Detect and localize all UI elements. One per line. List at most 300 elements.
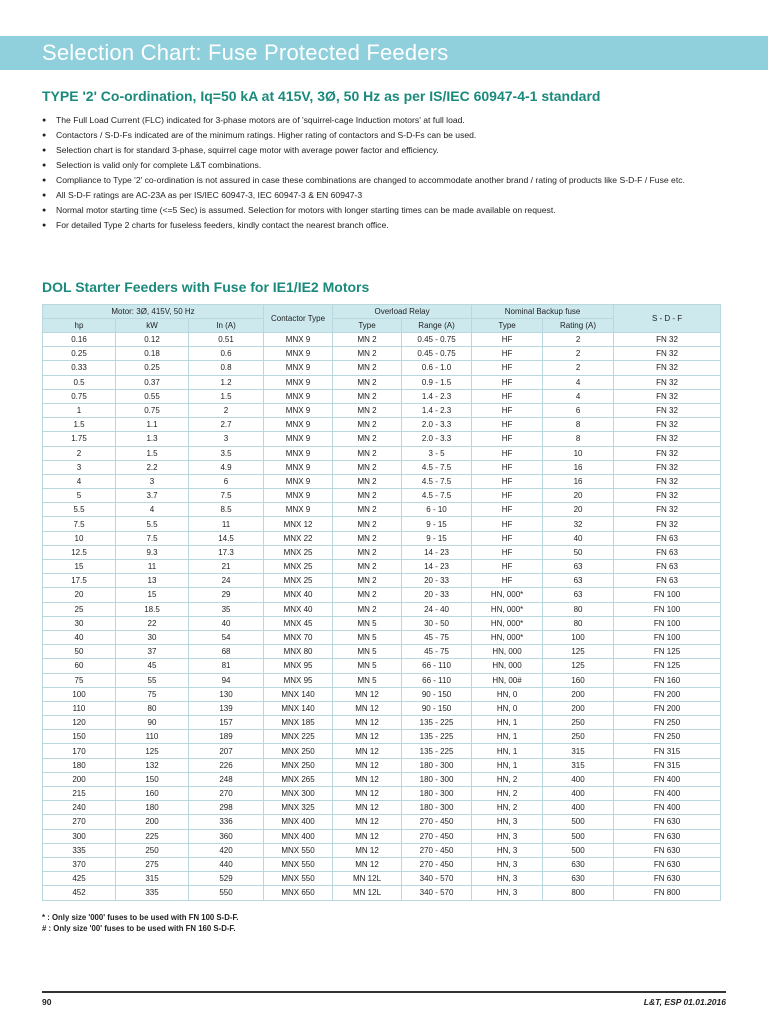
ol-type-cell: MN 12 — [333, 857, 402, 871]
in-cell: 14.5 — [189, 531, 264, 545]
hp-cell: 0.33 — [43, 361, 116, 375]
in-cell: 529 — [189, 872, 264, 886]
in-cell: 189 — [189, 730, 264, 744]
table-row — [43, 758, 721, 772]
table-row — [43, 588, 721, 602]
contactor-cell: MNX 400 — [264, 815, 333, 829]
hp-cell: 110 — [43, 701, 116, 715]
ol-range-cell: 0.45 - 0.75 — [402, 333, 472, 347]
table-row — [43, 489, 721, 503]
motor-group-header: Motor: 3Ø, 415V, 50 Hz — [43, 305, 264, 319]
ol-range-cell: 180 - 300 — [402, 772, 472, 786]
fuse-type-cell: HN, 3 — [472, 872, 543, 886]
sdf-cell: FN 250 — [614, 730, 721, 744]
fuse-rating-cell: 20 — [543, 503, 614, 517]
in-cell: 54 — [189, 630, 264, 644]
ol-type-cell: MN 2 — [333, 361, 402, 375]
fuse-type-cell: HN, 000* — [472, 588, 543, 602]
contactor-cell: MNX 140 — [264, 701, 333, 715]
table-row — [43, 772, 721, 786]
contactor-cell: MNX 22 — [264, 531, 333, 545]
notes-list — [42, 115, 722, 235]
ol-type-cell: MN 12 — [333, 829, 402, 843]
ol-range-cell: 340 - 570 — [402, 872, 472, 886]
page-number: 90 — [42, 997, 52, 1007]
kw-cell: 132 — [116, 758, 189, 772]
table-row — [43, 857, 721, 871]
footnote: * : Only size '000' fuses to be used with FN 100 S-D-F. — [42, 913, 239, 922]
contactor-cell: MNX 225 — [264, 730, 333, 744]
note-item: ● The Full Load Current (FLC) indicated for 3-phase motors are of 'squirrel-cage Induction motors' at full load. — [42, 115, 722, 126]
ol-range-cell: 180 - 300 — [402, 758, 472, 772]
ol-type-cell: MN 2 — [333, 333, 402, 347]
fuse-type-cell: HN, 1 — [472, 758, 543, 772]
ol-range-cell: 90 - 150 — [402, 687, 472, 701]
contactor-cell: MNX 140 — [264, 687, 333, 701]
hp-cell: 270 — [43, 815, 116, 829]
contactor-cell: MNX 45 — [264, 616, 333, 630]
sdf-cell: FN 32 — [614, 517, 721, 531]
ol-range-cell: 270 - 450 — [402, 857, 472, 871]
fuse-type-cell: HN, 2 — [472, 801, 543, 815]
fuse-type-cell: HN, 000* — [472, 602, 543, 616]
fuse-type-cell: HF — [472, 333, 543, 347]
sdf-cell: FN 32 — [614, 489, 721, 503]
ol-range-cell: 14 - 23 — [402, 560, 472, 574]
in-cell: 21 — [189, 560, 264, 574]
contactor-cell: MNX 550 — [264, 872, 333, 886]
contactor-cell: MNX 550 — [264, 857, 333, 871]
in-cell: 35 — [189, 602, 264, 616]
hp-cell: 20 — [43, 588, 116, 602]
sdf-cell: FN 400 — [614, 801, 721, 815]
fuse-type-cell: HF — [472, 403, 543, 417]
contactor-cell: MNX 9 — [264, 389, 333, 403]
ol-type-cell: MN 5 — [333, 659, 402, 673]
table-row — [43, 517, 721, 531]
contactor-cell: MNX 25 — [264, 560, 333, 574]
fuse-type-cell: HN, 000 — [472, 645, 543, 659]
sdf-cell: FN 32 — [614, 474, 721, 488]
ol-range-cell: 0.6 - 1.0 — [402, 361, 472, 375]
fuse-rating-cell: 250 — [543, 716, 614, 730]
kw-cell: 45 — [116, 659, 189, 673]
ol-range-cell: 20 - 33 — [402, 588, 472, 602]
kw-cell: 55 — [116, 673, 189, 687]
sdf-cell: FN 630 — [614, 857, 721, 871]
contactor-cell: MNX 250 — [264, 744, 333, 758]
sdf-cell: FN 315 — [614, 758, 721, 772]
contactor-cell: MNX 550 — [264, 843, 333, 857]
in-cell: 130 — [189, 687, 264, 701]
ol-type-cell: MN 2 — [333, 574, 402, 588]
hp-cell: 7.5 — [43, 517, 116, 531]
in-cell: 4.9 — [189, 460, 264, 474]
kw-cell: 160 — [116, 787, 189, 801]
sdf-cell: FN 100 — [614, 630, 721, 644]
ol-range-cell: 135 - 225 — [402, 744, 472, 758]
fuse-rating-cell: 500 — [543, 829, 614, 843]
ol-type-cell: MN 12 — [333, 815, 402, 829]
hp-cell: 17.5 — [43, 574, 116, 588]
fuse-type-cell: HF — [472, 545, 543, 559]
table-row — [43, 673, 721, 687]
hp-cell: 100 — [43, 687, 116, 701]
ol-range-cell: 6 - 10 — [402, 503, 472, 517]
fuse-rating-cell: 4 — [543, 389, 614, 403]
page-title: Selection Chart: Fuse Protected Feeders — [42, 40, 449, 65]
contactor-cell: MNX 650 — [264, 886, 333, 900]
hp-cell: 75 — [43, 673, 116, 687]
table-row — [43, 872, 721, 886]
in-cell: 0.6 — [189, 347, 264, 361]
fuse-rating-cell: 8 — [543, 432, 614, 446]
contactor-cell: MNX 12 — [264, 517, 333, 531]
fuse-rating-cell: 630 — [543, 857, 614, 871]
fuse-rating-cell: 32 — [543, 517, 614, 531]
ol-range-cell: 180 - 300 — [402, 801, 472, 815]
kw-cell: 90 — [116, 716, 189, 730]
fuse-type-cell: HN, 00# — [472, 673, 543, 687]
hp-cell: 300 — [43, 829, 116, 843]
fuse-type-cell: HN, 000 — [472, 659, 543, 673]
ol-type-header: Type — [333, 319, 402, 333]
contactor-cell: MNX 9 — [264, 446, 333, 460]
fuse-type-cell: HN, 3 — [472, 815, 543, 829]
fuse-rating-header: Rating (A) — [543, 319, 614, 333]
in-cell: 248 — [189, 772, 264, 786]
table-row — [43, 418, 721, 432]
hp-cell: 25 — [43, 602, 116, 616]
ol-type-cell: MN 12 — [333, 801, 402, 815]
ol-type-cell: MN 2 — [333, 545, 402, 559]
contactor-cell: MNX 80 — [264, 645, 333, 659]
ol-range-cell: 20 - 33 — [402, 574, 472, 588]
kw-cell: 0.37 — [116, 375, 189, 389]
fuse-type-cell: HN, 3 — [472, 843, 543, 857]
fuse-rating-cell: 630 — [543, 872, 614, 886]
contactor-cell: MNX 9 — [264, 474, 333, 488]
hp-cell: 0.16 — [43, 333, 116, 347]
hp-cell: 170 — [43, 744, 116, 758]
sdf-cell: FN 400 — [614, 787, 721, 801]
sdf-cell: FN 100 — [614, 602, 721, 616]
kw-header: kW — [116, 319, 189, 333]
hp-cell: 30 — [43, 616, 116, 630]
fuse-rating-cell: 315 — [543, 744, 614, 758]
fuse-rating-cell: 2 — [543, 347, 614, 361]
ol-type-cell: MN 12 — [333, 744, 402, 758]
kw-cell: 125 — [116, 744, 189, 758]
in-cell: 139 — [189, 701, 264, 715]
ol-range-cell: 90 - 150 — [402, 701, 472, 715]
in-cell: 40 — [189, 616, 264, 630]
ol-range-cell: 2.0 - 3.3 — [402, 418, 472, 432]
ol-type-cell: MN 12 — [333, 716, 402, 730]
in-cell: 1.5 — [189, 389, 264, 403]
ol-type-cell: MN 12 — [333, 687, 402, 701]
section-title: DOL Starter Feeders with Fuse for IE1/IE2 Motors — [42, 279, 370, 295]
table-row — [43, 801, 721, 815]
coordination-subtitle: TYPE '2' Co-ordination, Iq=50 kA at 415V, 3Ø, 50 Hz as per IS/IEC 60947-4-1 standard — [42, 88, 601, 104]
in-cell: 550 — [189, 886, 264, 900]
in-cell: 226 — [189, 758, 264, 772]
fuse-type-cell: HF — [472, 574, 543, 588]
table-row — [43, 545, 721, 559]
note-item: ● For detailed Type 2 charts for fuseless feeders, kindly contact the nearest branch office. — [42, 220, 722, 231]
fuse-rating-cell: 125 — [543, 645, 614, 659]
sdf-cell: FN 630 — [614, 815, 721, 829]
in-cell: 81 — [189, 659, 264, 673]
in-cell: 11 — [189, 517, 264, 531]
ol-range-cell: 66 - 110 — [402, 673, 472, 687]
overload-group-header: Overload Relay — [333, 305, 472, 319]
fuse-rating-cell: 2 — [543, 333, 614, 347]
ol-range-cell: 14 - 23 — [402, 545, 472, 559]
fuse-rating-cell: 8 — [543, 418, 614, 432]
kw-cell: 0.25 — [116, 361, 189, 375]
hp-cell: 3 — [43, 460, 116, 474]
table-row — [43, 744, 721, 758]
fuse-rating-cell: 160 — [543, 673, 614, 687]
sdf-cell: FN 125 — [614, 645, 721, 659]
ol-range-cell: 1.4 - 2.3 — [402, 389, 472, 403]
hp-cell: 452 — [43, 886, 116, 900]
contactor-cell: MNX 185 — [264, 716, 333, 730]
kw-cell: 11 — [116, 560, 189, 574]
ol-range-cell: 270 - 450 — [402, 843, 472, 857]
note-item: ● All S-D-F ratings are AC-23A as per IS/IEC 60947-3, IEC 60947-3 & EN 60947-3 — [42, 190, 722, 201]
kw-cell: 335 — [116, 886, 189, 900]
fuse-type-cell: HN, 1 — [472, 716, 543, 730]
in-cell: 68 — [189, 645, 264, 659]
contactor-cell: MNX 9 — [264, 347, 333, 361]
fuse-type-cell: HN, 0 — [472, 687, 543, 701]
ol-type-cell: MN 2 — [333, 602, 402, 616]
fuse-type-cell: HN, 3 — [472, 829, 543, 843]
fuse-type-cell: HF — [472, 531, 543, 545]
ol-range-cell: 4.5 - 7.5 — [402, 460, 472, 474]
table-row — [43, 616, 721, 630]
ol-range-cell: 2.0 - 3.3 — [402, 432, 472, 446]
table-row — [43, 333, 721, 347]
in-cell: 157 — [189, 716, 264, 730]
fuse-rating-cell: 400 — [543, 787, 614, 801]
fuse-type-cell: HN, 1 — [472, 730, 543, 744]
contactor-cell: MNX 70 — [264, 630, 333, 644]
sdf-cell: FN 200 — [614, 687, 721, 701]
fuse-rating-cell: 50 — [543, 545, 614, 559]
fuse-rating-cell: 500 — [543, 843, 614, 857]
kw-cell: 200 — [116, 815, 189, 829]
fuse-type-cell: HN, 2 — [472, 787, 543, 801]
ol-type-cell: MN 2 — [333, 489, 402, 503]
contactor-cell: MNX 9 — [264, 361, 333, 375]
ol-type-cell: MN 2 — [333, 432, 402, 446]
sdf-cell: FN 32 — [614, 361, 721, 375]
sdf-cell: FN 100 — [614, 588, 721, 602]
fuse-type-cell: HF — [472, 489, 543, 503]
sdf-cell: FN 125 — [614, 659, 721, 673]
fuse-type-header: Type — [472, 319, 543, 333]
fuse-type-cell: HF — [472, 503, 543, 517]
table-row — [43, 815, 721, 829]
table-row — [43, 446, 721, 460]
in-cell: 1.2 — [189, 375, 264, 389]
hp-cell: 4 — [43, 474, 116, 488]
ol-range-cell: 0.9 - 1.5 — [402, 375, 472, 389]
in-cell: 6 — [189, 474, 264, 488]
table-group-header-row — [43, 305, 721, 319]
fuse-type-cell: HN, 2 — [472, 772, 543, 786]
fuse-rating-cell: 250 — [543, 730, 614, 744]
in-cell: 24 — [189, 574, 264, 588]
ol-range-cell: 66 - 110 — [402, 659, 472, 673]
hp-cell: 40 — [43, 630, 116, 644]
kw-cell: 15 — [116, 588, 189, 602]
in-cell: 3.5 — [189, 446, 264, 460]
sdf-cell: FN 32 — [614, 347, 721, 361]
ol-range-cell: 135 - 225 — [402, 716, 472, 730]
fuse-rating-cell: 400 — [543, 772, 614, 786]
fuse-rating-cell: 80 — [543, 616, 614, 630]
in-cell: 420 — [189, 843, 264, 857]
ol-type-cell: MN 12 — [333, 843, 402, 857]
table-row — [43, 602, 721, 616]
table-row — [43, 843, 721, 857]
hp-cell: 180 — [43, 758, 116, 772]
table-row — [43, 630, 721, 644]
ol-range-cell: 270 - 450 — [402, 829, 472, 843]
fuse-rating-cell: 500 — [543, 815, 614, 829]
selection-table — [42, 304, 721, 901]
fuse-type-cell: HN, 3 — [472, 857, 543, 871]
ol-type-cell: MN 2 — [333, 446, 402, 460]
ol-type-cell: MN 2 — [333, 347, 402, 361]
fuse-rating-cell: 63 — [543, 588, 614, 602]
fuse-rating-cell: 315 — [543, 758, 614, 772]
table-row — [43, 716, 721, 730]
fuse-rating-cell: 4 — [543, 375, 614, 389]
kw-cell: 80 — [116, 701, 189, 715]
contactor-cell: MNX 40 — [264, 588, 333, 602]
ol-type-cell: MN 2 — [333, 460, 402, 474]
hp-cell: 0.75 — [43, 389, 116, 403]
table-row — [43, 474, 721, 488]
ol-type-cell: MN 2 — [333, 474, 402, 488]
kw-cell: 1.5 — [116, 446, 189, 460]
note-item: ● Contactors / S-D-Fs indicated are of the minimum ratings. Higher rating of contactors and S-D-Fs can be used. — [42, 130, 722, 141]
hp-cell: 15 — [43, 560, 116, 574]
fuse-rating-cell: 63 — [543, 560, 614, 574]
hp-cell: 5.5 — [43, 503, 116, 517]
sdf-cell: FN 32 — [614, 503, 721, 517]
ol-type-cell: MN 5 — [333, 616, 402, 630]
contactor-cell: MNX 9 — [264, 460, 333, 474]
fuse-rating-cell: 16 — [543, 474, 614, 488]
ol-type-cell: MN 5 — [333, 673, 402, 687]
ol-type-cell: MN 2 — [333, 389, 402, 403]
footnote: # : Only size '00' fuses to be used with FN 160 S-D-F. — [42, 924, 236, 933]
table-row — [43, 531, 721, 545]
fuse-rating-cell: 125 — [543, 659, 614, 673]
kw-cell: 225 — [116, 829, 189, 843]
sdf-cell: FN 32 — [614, 375, 721, 389]
hp-cell: 0.5 — [43, 375, 116, 389]
ol-range-cell: 340 - 570 — [402, 886, 472, 900]
contactor-cell: MNX 250 — [264, 758, 333, 772]
sdf-cell: FN 63 — [614, 545, 721, 559]
kw-cell: 75 — [116, 687, 189, 701]
note-item: ● Selection is valid only for complete L&T combinations. — [42, 160, 722, 171]
sdf-cell: FN 32 — [614, 432, 721, 446]
hp-cell: 150 — [43, 730, 116, 744]
contactor-cell: MNX 9 — [264, 489, 333, 503]
kw-cell: 150 — [116, 772, 189, 786]
ol-range-cell: 24 - 40 — [402, 602, 472, 616]
ol-type-cell: MN 2 — [333, 503, 402, 517]
fuse-rating-cell: 200 — [543, 687, 614, 701]
kw-cell: 0.18 — [116, 347, 189, 361]
in-cell: 336 — [189, 815, 264, 829]
fuse-type-cell: HN, 000* — [472, 630, 543, 644]
ol-range-cell: 4.5 - 7.5 — [402, 489, 472, 503]
kw-cell: 3.7 — [116, 489, 189, 503]
table-row — [43, 574, 721, 588]
ol-type-cell: MN 2 — [333, 517, 402, 531]
fuse-type-cell: HF — [472, 517, 543, 531]
table-row — [43, 687, 721, 701]
contactor-cell: MNX 325 — [264, 801, 333, 815]
hp-cell: 1 — [43, 403, 116, 417]
in-cell: 29 — [189, 588, 264, 602]
ol-type-cell: MN 2 — [333, 560, 402, 574]
table-row — [43, 403, 721, 417]
in-cell: 3 — [189, 432, 264, 446]
in-cell: 270 — [189, 787, 264, 801]
ol-type-cell: MN 2 — [333, 531, 402, 545]
in-cell: 0.8 — [189, 361, 264, 375]
contactor-cell: MNX 300 — [264, 787, 333, 801]
fuse-rating-cell: 80 — [543, 602, 614, 616]
contactor-cell: MNX 25 — [264, 574, 333, 588]
ol-range-cell: 9 - 15 — [402, 517, 472, 531]
hp-cell: 50 — [43, 645, 116, 659]
sdf-cell: FN 63 — [614, 531, 721, 545]
sdf-cell: FN 100 — [614, 616, 721, 630]
sdf-cell: FN 63 — [614, 560, 721, 574]
sdf-cell: FN 160 — [614, 673, 721, 687]
hp-cell: 370 — [43, 857, 116, 871]
fuse-type-cell: HF — [472, 361, 543, 375]
ol-type-cell: MN 2 — [333, 418, 402, 432]
kw-cell: 180 — [116, 801, 189, 815]
table-row — [43, 829, 721, 843]
hp-cell: 335 — [43, 843, 116, 857]
sdf-cell: FN 63 — [614, 574, 721, 588]
contactor-cell: MNX 9 — [264, 333, 333, 347]
table-row — [43, 645, 721, 659]
contactor-cell: MNX 40 — [264, 602, 333, 616]
table-row — [43, 886, 721, 900]
table-row — [43, 460, 721, 474]
in-cell: 440 — [189, 857, 264, 871]
hp-cell: 5 — [43, 489, 116, 503]
table-row — [43, 361, 721, 375]
contactor-cell: MNX 400 — [264, 829, 333, 843]
fuse-type-cell: HF — [472, 446, 543, 460]
kw-cell: 0.55 — [116, 389, 189, 403]
